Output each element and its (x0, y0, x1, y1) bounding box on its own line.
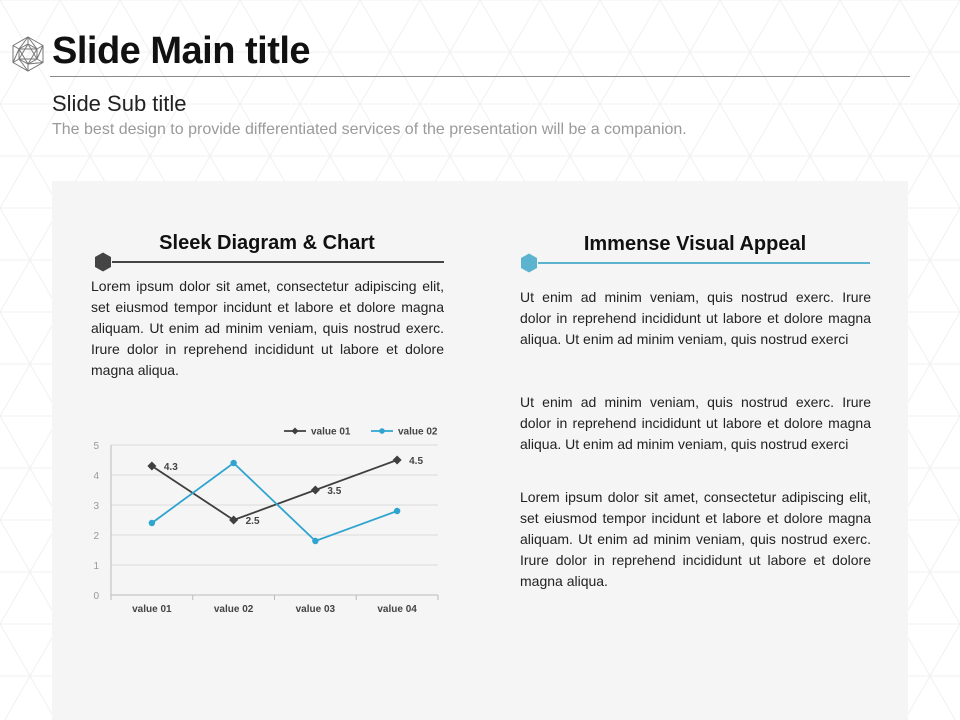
data-label: 4.5 (409, 456, 424, 467)
x-tick-label: value 02 (213, 604, 254, 615)
x-tick-label: value 04 (377, 604, 417, 615)
page-title: Slide Main title (52, 30, 311, 72)
series-line-1 (152, 460, 397, 520)
legend-marker (379, 428, 385, 434)
legend-entry: value 01 (311, 426, 351, 438)
y-tick-label: 5 (93, 441, 99, 452)
geodesic-sphere-icon (10, 36, 46, 72)
legend-entry: value 02 (398, 426, 438, 438)
right-paragraph-1: Ut enim ad minim veniam, quis nostrud exerc. Irure dolor in reprehend incididunt ut labore et dolore magna aliqua. Ut enim ad minim veniam, quis nostrud exerci (520, 289, 871, 347)
y-tick-label: 1 (93, 561, 99, 572)
data-label: 3.5 (327, 486, 342, 497)
y-tick-label: 2 (93, 531, 99, 542)
page-subtitle: Slide Sub title (52, 91, 187, 116)
data-label: 2.5 (245, 516, 260, 527)
x-tick-label: value 03 (295, 604, 336, 615)
line-chart (86, 418, 452, 624)
title-divider (50, 76, 910, 77)
left-heading-rule (112, 261, 444, 263)
data-point (149, 520, 155, 526)
data-point (394, 508, 400, 514)
page-description: The best design to provide differentiated services of the presentation will be a companion. (52, 121, 687, 138)
hexagon-icon (520, 253, 538, 273)
left-heading: Sleek Diagram & Chart (159, 232, 375, 254)
data-point (312, 538, 318, 544)
y-tick-label: 3 (93, 501, 99, 512)
y-tick-label: 0 (93, 591, 99, 602)
data-point (393, 456, 402, 465)
right-heading: Immense Visual Appeal (583, 233, 807, 255)
data-label: 4.3 (163, 462, 178, 473)
y-tick-label: 4 (93, 471, 99, 482)
left-paragraph: Lorem ipsum dolor sit amet, consectetur adipiscing elit, set eiusmod tempor incidunt et labore et dolore magna aliquam. Ut enim ad minim veniam, quis nostrud exerc. Irure dolor in reprehend incididunt ut labore et dolore magna aliqua. (91, 278, 444, 378)
right-heading-rule (538, 262, 870, 264)
data-point (311, 486, 320, 495)
data-point (230, 460, 236, 466)
right-paragraph-2: Ut enim ad minim veniam, quis nostrud exerc. Irure dolor in reprehend incididunt ut labore et dolore magna aliqua. Ut enim ad minim veniam, quis nostrud exerci (520, 394, 871, 452)
hexagon-icon (94, 252, 112, 272)
right-paragraph-3: Lorem ipsum dolor sit amet, consectetur adipiscing elit, set eiusmod tempor incidunt et labore et dolore magna aliquam. Ut enim ad minim veniam, quis nostrud exerc. Irure dolor in reprehend incididunt ut labore et dolore magna aliqua. (520, 489, 871, 589)
x-tick-label: value 01 (132, 604, 172, 615)
legend-marker (292, 428, 299, 435)
